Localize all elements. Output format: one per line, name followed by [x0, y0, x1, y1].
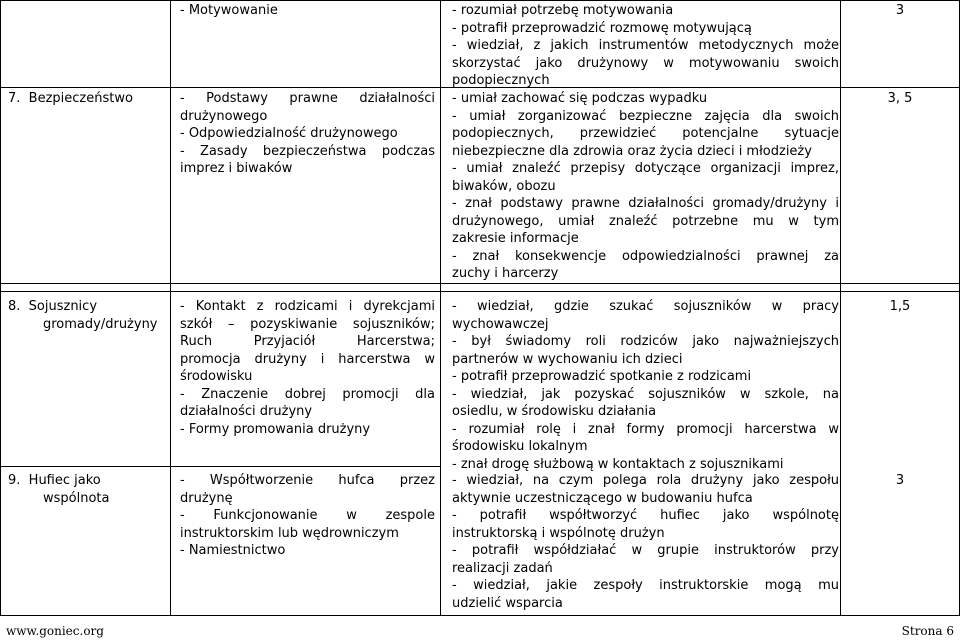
content-line: - Współtworzenie hufca przez — [180, 473, 435, 488]
topic-cell — [8, 90, 168, 108]
table-border-top — [0, 0, 960, 1]
skills-line: udzielić wsparcia — [452, 595, 563, 611]
skills-line: - potrafił przeprowadzić rozmowę motywującą — [452, 20, 752, 36]
hours-value: 3 — [895, 3, 905, 18]
topic-title: 7. Bezpieczeństwo — [8, 91, 133, 106]
hours-cell — [841, 472, 959, 490]
content-line: - Funkcjonowanie w zespole — [180, 508, 435, 523]
footer-url[interactable]: www.goniec.org — [6, 624, 104, 638]
skills-line: aktywnie uczestniczącego w budowaniu hufca — [452, 490, 753, 506]
content-line: promocja drużyny i harcerstwa w — [180, 351, 435, 367]
content-line: działalności drużyny — [180, 404, 313, 419]
content-line: drużynę — [180, 490, 233, 506]
skills-line: - wiedział, z jakich instrumentów metodycznych może — [452, 38, 839, 53]
content-line: - Zasady bezpieczeństwa podczas — [180, 143, 435, 159]
content-line: - Formy promowania drużyny — [180, 421, 371, 437]
table-border-bottom — [0, 615, 960, 616]
hours-value: 3 — [895, 473, 905, 488]
topic-cell — [8, 472, 168, 507]
content-line: - Kontakt z rodzicami i dyrekcjami — [180, 299, 435, 314]
content-line: szkół – pozyskiwanie sojuszników; — [180, 316, 435, 332]
content-line: - Znaczenie dobrej promocji dla — [180, 386, 435, 402]
skills-line: - umiał znaleźć przepisy dotyczące organizacji imprez, — [452, 161, 839, 176]
topic-title: 8. Sojusznicy — [8, 299, 98, 314]
content-line: instruktorskim lub wędrowniczym — [180, 525, 399, 541]
row-divider — [0, 283, 960, 284]
content-cell — [180, 90, 435, 178]
skills-line: - wiedział, gdzie szukać sojuszników w pracy — [452, 299, 839, 314]
content-line: środowisku — [180, 369, 253, 384]
skills-line: - wiedział, jakie zespoły instruktorskie mogą mu — [452, 578, 839, 593]
skills-line: - był świadomy roli rodziców jako najważniejszych — [452, 334, 839, 349]
table-border-left — [0, 0, 1, 616]
skills-line: - znał drogę służbową w kontaktach z sojusznikami — [452, 456, 784, 472]
hours-cell — [841, 298, 959, 316]
hours-value: 3, 5 — [887, 91, 913, 106]
skills-line: - potrafił przeprowadzić spotkanie z rodzicami — [452, 369, 752, 384]
skills-line: wychowawczej — [452, 316, 549, 332]
skills-line: skorzystać jako drużynowy w motywowaniu swoich — [452, 55, 839, 71]
content-line: - Motywowanie — [180, 3, 278, 18]
content-cell — [180, 472, 435, 560]
content-line: Ruch Przyjaciół Harcerstwa; — [180, 334, 435, 349]
skills-cell — [452, 472, 839, 612]
topic-cell — [8, 298, 168, 333]
skills-cell — [452, 2, 839, 90]
footer-page-number: Strona 6 — [901, 624, 954, 638]
topic-title: gromady/drużyny — [43, 316, 158, 332]
content-line: - Podstawy prawne działalności — [180, 91, 435, 106]
skills-line: podopiecznych — [452, 73, 550, 88]
content-line: imprez i biwaków — [180, 161, 293, 176]
skills-cell — [452, 298, 839, 473]
skills-line: - potrafił współtworzyć hufiec jako wspólnotę — [452, 508, 839, 523]
skills-line: podopiecznych, przewidzieć potencjalne sytuacje — [452, 126, 839, 141]
content-line: drużynowego — [180, 108, 268, 124]
skills-line: - potrafił współdziałać w grupie instruktorów przy — [452, 543, 839, 558]
content-cell — [180, 2, 435, 20]
skills-line: niebezpieczne dla zdrowia oraz życia dzieci i młodzieży — [452, 143, 812, 159]
column-divider — [170, 0, 171, 616]
content-cell — [180, 298, 435, 438]
skills-line: biwaków, obozu — [452, 178, 556, 194]
skills-line: - znał konsekwencje odpowiedzialności prawnej za — [452, 248, 839, 264]
row-divider — [0, 291, 960, 292]
skills-cell — [452, 90, 839, 283]
content-line: - Namiestnictwo — [180, 543, 286, 558]
skills-line: drużynowego, umiał znaleźć potrzebne mu w tym — [452, 213, 839, 229]
topic-title: wspólnota — [43, 490, 110, 506]
skills-line: - umiał zorganizować bezpieczne zajęcia dla swoich — [452, 108, 839, 124]
row-divider — [0, 466, 440, 467]
skills-line: - rozumiał rolę i znał formy promocji harcerstwa w — [452, 421, 839, 437]
skills-line: - umiał zachować się podczas wypadku — [452, 91, 708, 106]
hours-value: 1,5 — [889, 299, 911, 314]
hours-cell — [841, 90, 959, 108]
skills-line: realizacji zadań — [452, 560, 553, 576]
content-line: - Odpowiedzialność drużynowego — [180, 126, 398, 141]
column-divider — [440, 0, 441, 616]
skills-line: osiedlu, w środowisku działania — [452, 404, 657, 419]
skills-line: środowisku lokalnym — [452, 439, 588, 454]
row-divider — [0, 87, 170, 88]
topic-title: 9. Hufiec jako — [8, 473, 101, 488]
skills-line: - wiedział, jak pozyskać sojuszników w szkole, na — [452, 386, 839, 402]
skills-line: zakresie informacje — [452, 231, 579, 246]
skills-line: partnerów w wychowaniu ich dzieci — [452, 351, 683, 367]
skills-line: zuchy i harcerzy — [452, 266, 559, 281]
skills-line: - znał podstawy prawne działalności gromady/drużyny i — [452, 196, 839, 211]
hours-cell — [841, 2, 959, 20]
skills-line: - wiedział, na czym polega rola drużyny jako zespołu — [452, 473, 839, 488]
skills-line: - rozumiał potrzebę motywowania — [452, 3, 674, 18]
skills-line: instruktorską i wspólnotę drużyn — [452, 525, 665, 541]
